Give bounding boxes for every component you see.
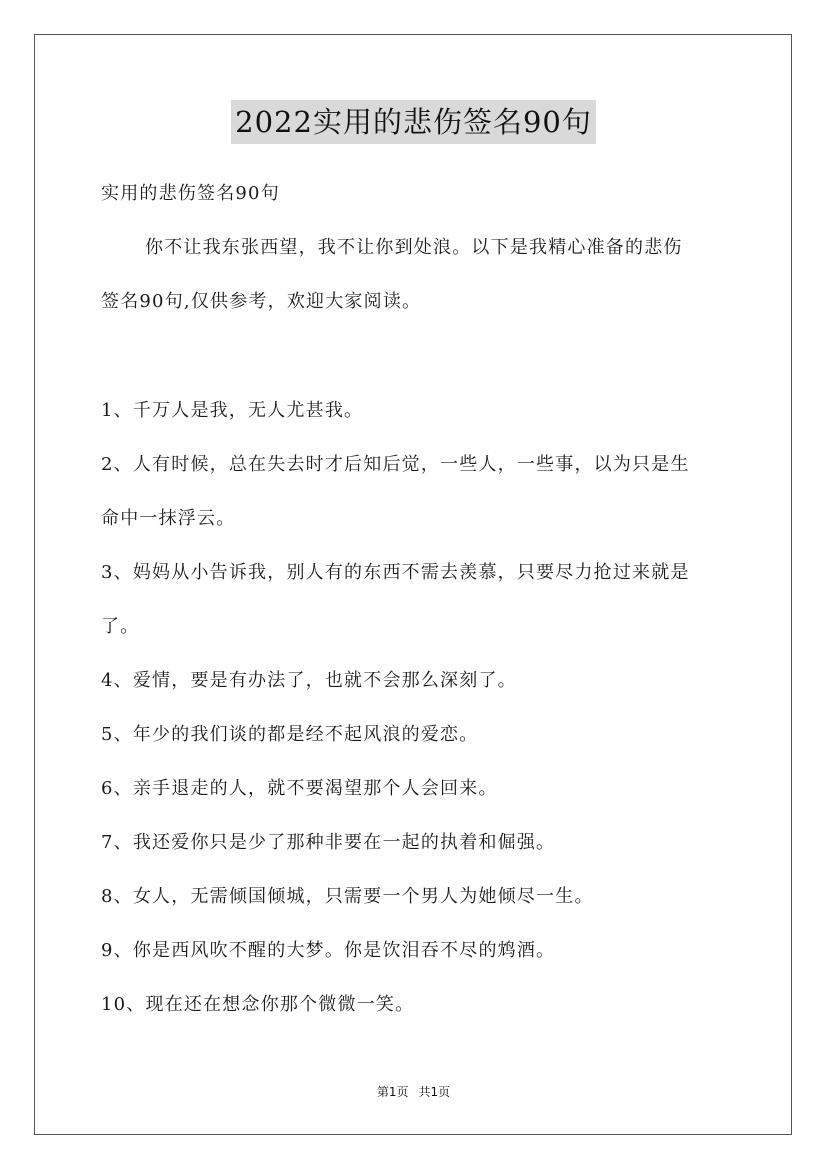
list-item: 7、我还爱你只是少了那种非要在一起的执着和倔强。	[101, 832, 556, 853]
list-item-continuation: 命中一抹浮云。	[101, 508, 236, 529]
page-number: 第1页	[376, 1085, 409, 1099]
list-item: 1、千万人是我，无人尤甚我。	[101, 400, 364, 421]
list-item: 5、年少的我们谈的都是经不起风浪的爱恋。	[101, 724, 479, 745]
title-container	[0, 100, 827, 144]
list-item: 8、女人，无需倾国倾城，只需要一个男人为她倾尽一生。	[101, 886, 594, 907]
document-title: 2022实用的悲伤签名90句	[231, 100, 596, 144]
intro-paragraph-line-2: 签名90句,仅供参考，欢迎大家阅读。	[101, 291, 422, 312]
list-item: 3、妈妈从小告诉我，别人有的东西不需去羡慕，只要尽力抢过来就是	[101, 562, 690, 583]
list-item: 2、人有时候，总在失去时才后知后觉，一些人，一些事，以为只是生	[101, 454, 690, 475]
page-total: 共1页	[418, 1085, 451, 1099]
subtitle: 实用的悲伤签名90句	[101, 183, 280, 204]
list-item: 6、亲手退走的人，就不要渴望那个人会回来。	[101, 778, 498, 799]
list-item: 9、你是西风吹不醒的大梦。你是饮泪吞不尽的鸩酒。	[101, 940, 556, 961]
list-item: 4、爱情，要是有办法了，也就不会那么深刻了。	[101, 670, 517, 691]
page-footer	[0, 1083, 827, 1100]
intro-paragraph-line-1: 你不让我东张西望，我不让你到处浪。以下是我精心准备的悲伤	[145, 237, 683, 258]
list-item-continuation: 了。	[101, 616, 140, 637]
list-item: 10、现在还在想念你那个微微一笑。	[101, 994, 415, 1015]
